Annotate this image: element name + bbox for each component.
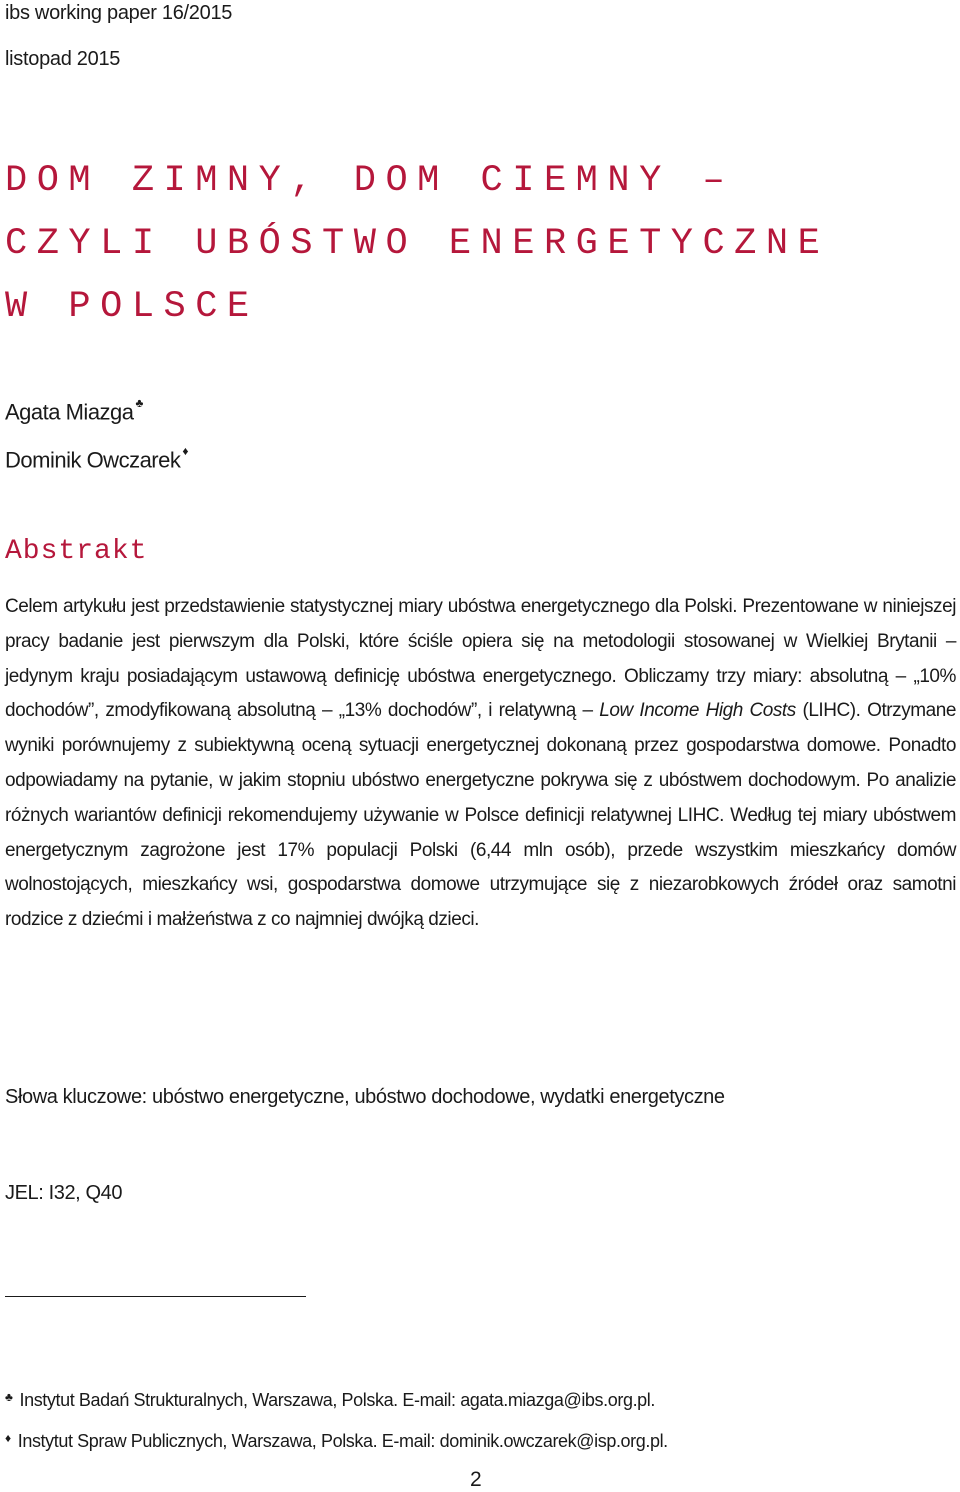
author-1	[5, 393, 143, 426]
footnote-text: Instytut Spraw Publicznych, Warszawa, Polska. E-mail: dominik.owczarek@isp.org.pl.	[17, 1431, 668, 1451]
club-marker-icon: ♣	[135, 396, 143, 410]
diamond-marker-icon: ♦	[5, 1431, 11, 1445]
abstract-heading: Abstrakt	[5, 536, 148, 567]
title-line: W POLSCE	[5, 286, 259, 328]
abstract-text: (LIHC). Otrzymane wyniki porównujemy z subiektywną oceną sytuacji energetycznej dokonaną przez gospodarstwa domowe. Ponadto odpowiadamy na pytanie, w jakim stopniu ubóstwo energetyczne pokrywa się z ubóstwem dochodowym. Po analizie różnych wariantów definicji rekomendujemy używanie w Polsce definicji relatywnej LIHC. Według tej miary ubóstwem energetycznym zagrożone jest 17% populacji Polski (6,44 mln osób), przede wszystkim mieszkańcy domów wolnostojących, mieszkańcy wsi, gospodarstwa domowe utrzymujące się z niezarobkowych źródeł oraz samotni rodzice z dziećmi i małżeństwa z co najmniej dwójką dzieci.	[5, 700, 956, 931]
jel-codes: JEL: I32, Q40	[5, 1182, 123, 1204]
footnote-text: Instytut Badań Strukturalnych, Warszawa, Polska. E-mail: agata.miazga@ibs.org.pl.	[19, 1390, 655, 1410]
diamond-marker-icon: ♦	[182, 444, 188, 458]
footnote-1	[5, 1387, 655, 1415]
working-paper-series: ibs working paper 16/2015	[5, 2, 233, 24]
footnote-divider	[5, 1296, 306, 1297]
author-2	[5, 441, 188, 474]
abstract-text: Celem artykułu jest przedstawienie statystycznej miary ubóstwa energetycznego dla Polski. Prezentowane w niniejszej pracy badanie jest pierwszym dla Polski, które ściśle opiera się na metodologii stosowanej w Wielkiej Brytanii – jedynym kraju posiadającym ustawową definicję ubóstwa energetycznego. Obliczamy trzy miary: absolutną – „10% dochodów”, zmodyfikowaną absolutną – „13% dochodów”, i relatywną –	[5, 596, 956, 722]
publication-date: listopad 2015	[5, 48, 121, 70]
paper-title	[5, 150, 829, 339]
footnote-2	[5, 1428, 668, 1456]
abstract-italic-term: Low Income High Costs	[599, 700, 796, 722]
keywords: Słowa kluczowe: ubóstwo energetyczne, ubóstwo dochodowe, wydatki energetyczne	[5, 1086, 725, 1108]
title-line: CZYLI UBÓSTWO ENERGETYCZNE	[5, 223, 830, 265]
club-marker-icon: ♣	[5, 1390, 13, 1404]
author-name: Agata Miazga	[5, 399, 134, 425]
title-line: DOM ZIMNY, DOM CIEMNY –	[5, 160, 735, 202]
page-number: 2	[470, 1468, 482, 1491]
abstract-body	[5, 590, 956, 938]
author-name: Dominik Owczarek	[5, 447, 181, 473]
